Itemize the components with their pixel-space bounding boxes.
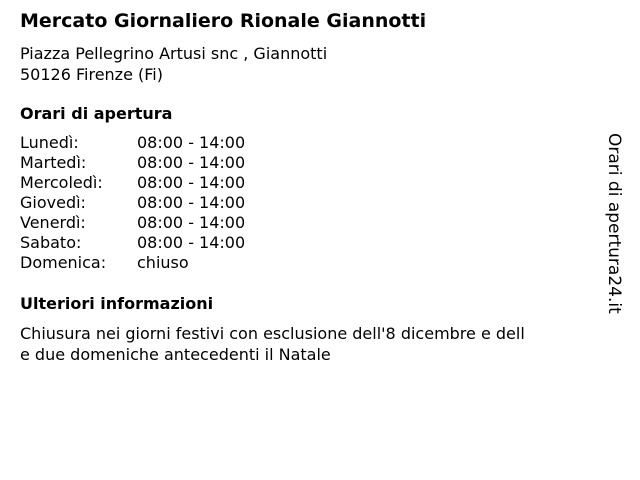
time-range: 08:00 - 14:00: [137, 173, 246, 192]
day-label: Mercoledì:: [20, 173, 103, 192]
store-address: [20, 43, 327, 85]
time-range: 08:00 - 14:00: [137, 213, 246, 232]
time-range: 08:00 - 14:00: [137, 133, 246, 152]
site-watermark: Orari di apertura24.it: [604, 133, 624, 314]
additional-info-text: [20, 323, 580, 365]
store-name: Mercato Giornaliero Rionale Giannotti: [20, 10, 427, 32]
day-label: Lunedì:: [20, 133, 79, 152]
address-street: Piazza Pellegrino Artusi snc , Giannotti: [20, 44, 328, 63]
time-range: 08:00 - 14:00: [137, 233, 246, 252]
day-label: Sabato:: [20, 233, 82, 252]
address-city: 50126 Firenze (Fi): [20, 65, 163, 84]
day-label: Venerdì:: [20, 213, 86, 232]
day-label: Martedì:: [20, 153, 87, 172]
day-label: Giovedì:: [20, 193, 86, 212]
time-range: 08:00 - 14:00: [137, 193, 246, 212]
opening-hours-heading: Orari di apertura: [20, 104, 173, 123]
info-line: Chiusura nei giorni festivi con esclusione dell'8 dicembre e dell: [20, 324, 525, 343]
time-range: chiuso: [137, 253, 189, 272]
time-range: 08:00 - 14:00: [137, 153, 246, 172]
day-label: Domenica:: [20, 253, 107, 272]
additional-info-heading: Ulteriori informazioni: [20, 294, 214, 313]
info-line: e due domeniche antecedenti il Natale: [20, 345, 331, 364]
